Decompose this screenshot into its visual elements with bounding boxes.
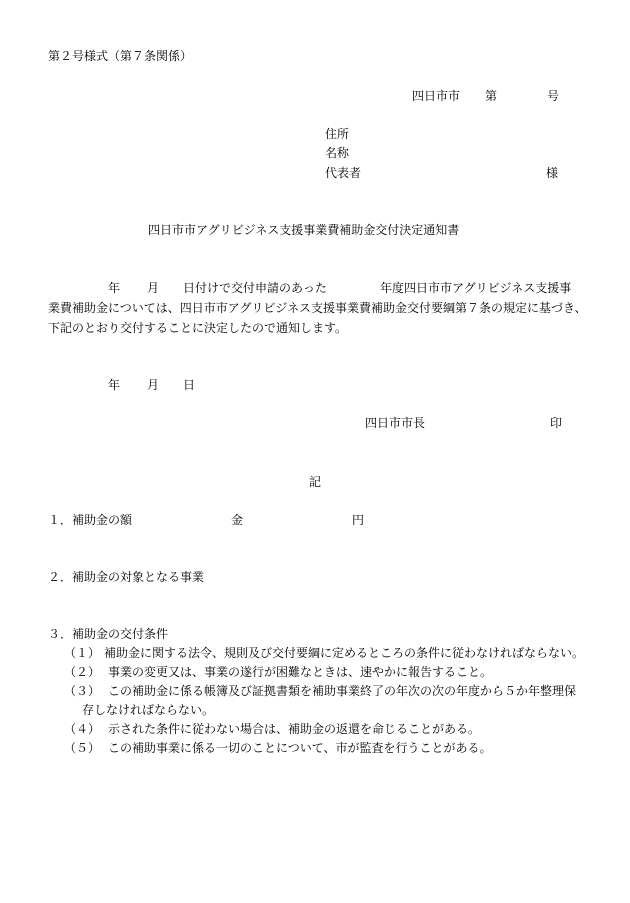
body-line-2: 業費補助金については、四日市市アグリビジネス支援事業費補助金交付要綱第７条の規定に基づき、	[48, 301, 587, 315]
condition-2-text: 事業の変更又は、事業の遂行が困難なときは、速やかに報告すること。	[108, 665, 493, 679]
body-line-3: 下記のとおり交付することに決定したので通知します。	[48, 321, 348, 335]
issuer-seal: 印	[550, 416, 563, 430]
item-project-label: ２．補助金の対象となる事業	[48, 570, 205, 584]
body-year: 年	[108, 281, 121, 295]
doc-number-dai: 第	[485, 89, 498, 103]
recipient-name-label: 名称	[325, 146, 350, 160]
recipient-honorific: 様	[546, 166, 559, 180]
recipient-rep-label: 代表者	[325, 166, 362, 180]
ki-mark: 記	[309, 475, 322, 489]
body-text-b: 年度四日市市アグリビジネス支援事	[380, 281, 572, 295]
doc-number-city: 四日市市	[412, 89, 461, 103]
condition-2-num: （２）	[64, 665, 101, 679]
condition-5-num: （５）	[64, 741, 101, 755]
issuer-name: 四日市市長	[365, 416, 426, 430]
item-amount-kin: 金	[231, 513, 244, 527]
condition-4-num: （４）	[64, 722, 101, 736]
body-month: 月	[147, 281, 160, 295]
item-conditions-label: ３．補助金の交付条件	[48, 627, 169, 641]
condition-5-text: この補助事業に係る一切のことについて、市が監査を行うことがある。	[108, 741, 492, 755]
condition-1-text: 補助金に関する法令、規則及び交付要綱に定めるところの条件に従わなければならない。	[104, 646, 585, 660]
doc-number-go: 号	[547, 89, 560, 103]
condition-3-text-cont: 存しなければならない。	[82, 703, 215, 717]
condition-1-num: （１）	[64, 646, 101, 660]
condition-4-text: 示された条件に従わない場合は、補助金の返還を命じることがある。	[108, 722, 481, 736]
condition-3-text: この補助金に係る帳簿及び証拠書類を補助事業終了の年次の次の年度から５か年整理保	[108, 684, 577, 698]
date-month: 月	[147, 378, 160, 392]
body-text-a: 日付けで交付申請のあった	[183, 281, 327, 295]
date-year: 年	[108, 378, 121, 392]
item-amount-yen: 円	[352, 513, 365, 527]
recipient-address-label: 住所	[325, 127, 350, 141]
form-label: 第２号様式（第７条関係）	[48, 49, 193, 63]
condition-3-num: （３）	[64, 684, 101, 698]
date-day: 日	[183, 378, 196, 392]
item-amount-label: １．補助金の額	[48, 513, 133, 527]
document-title: 四日市市アグリビジネス支援事業費補助金交付決定通知書	[148, 223, 460, 237]
